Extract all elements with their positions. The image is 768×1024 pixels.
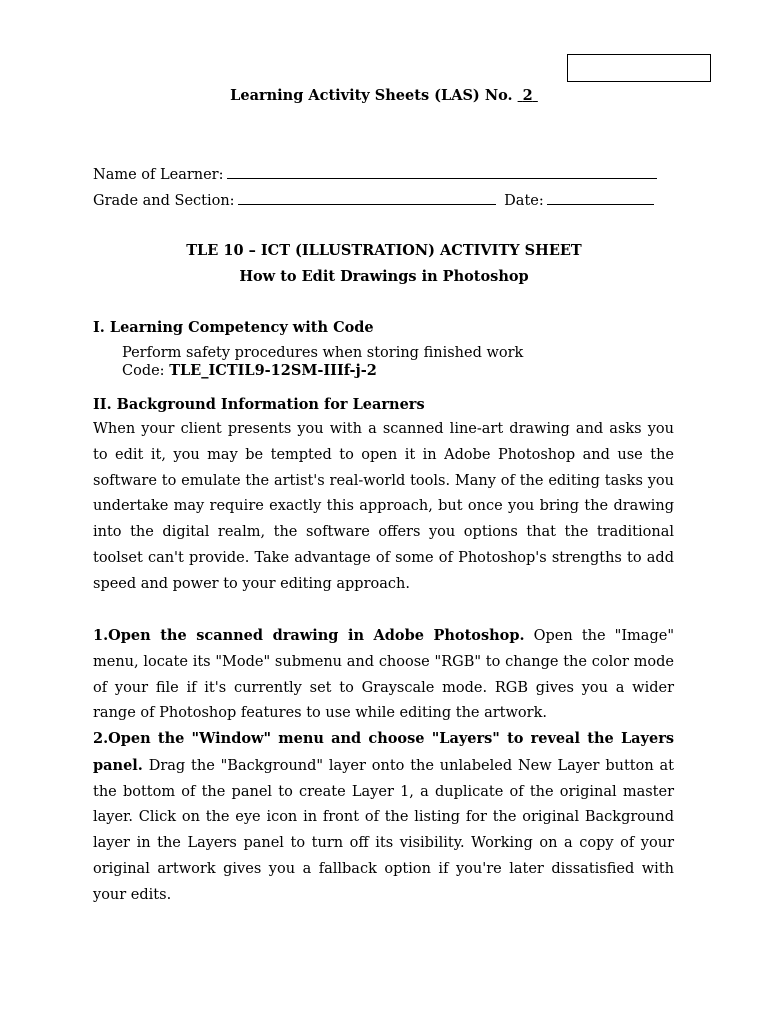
name-blank[interactable] <box>227 164 657 179</box>
step-2-title: 2.Open the "Window" menu and choose "Layers" to reveal the Layers panel. <box>93 730 674 774</box>
date-blank[interactable] <box>547 190 654 205</box>
step-1-title: 1.Open the scanned drawing in Adobe Photoshop. <box>93 627 525 644</box>
step-2-text: Drag the "Background" layer onto the unlabeled New Layer button at the bottom of the panel to create Layer 1, a duplicate of the original master layer. Click on the eye icon in front of the listing for the original Background layer in the Layers panel to turn off its visibility. Working on a copy of your original artwork gives you a fallback option if you're later dissatisfied with your edits. <box>93 757 674 903</box>
name-field-row <box>93 164 657 183</box>
activity-subtitle: How to Edit Drawings in Photoshop <box>239 268 529 285</box>
step-1-text: Open the "Image" menu, locate its "Mode" submenu and choose "RGB" to change the color mode of your file if it's currently set to Grayscale mode. RGB gives you a wider range of Photoshop features to use while editing the artwork. <box>93 628 674 722</box>
las-title-prefix: Learning Activity Sheets (LAS) No. <box>230 87 518 104</box>
date-label: Date: <box>504 193 544 209</box>
grade-date-row <box>93 190 654 209</box>
las-number: 2 <box>522 87 533 104</box>
name-label: Name of Learner: <box>93 167 224 183</box>
step-2 <box>93 726 674 909</box>
section1-heading: I. Learning Competency with Code <box>93 319 374 336</box>
activity-title: TLE 10 – ICT (ILLUSTRATION) ACTIVITY SHEET <box>186 242 582 259</box>
competency-text: Perform safety procedures when storing finished work <box>122 345 524 361</box>
las-title <box>0 87 768 104</box>
competency-code <box>122 362 377 380</box>
step-1 <box>93 623 674 727</box>
code-value: TLE_ICTIL9-12SM-IIIf-j-2 <box>169 362 377 379</box>
section2-heading: II. Background Information for Learners <box>93 396 425 413</box>
code-label: Code: <box>122 363 170 379</box>
grade-blank[interactable] <box>238 190 496 205</box>
grade-label: Grade and Section: <box>93 193 235 209</box>
background-intro: When your client presents you with a scanned line-art drawing and asks you to edit it, you may be tempted to open it in Adobe Photoshop and use the software to emulate the artist's real-world tools. Many of the editing tasks you undertake may require exactly this approach, but once you bring the drawing into the digital realm, the software offers you options that the traditional toolset can't provide. Take advantage of some of Photoshop's strengths to add speed and power to your editing approach. <box>93 421 674 592</box>
corner-box <box>567 54 711 82</box>
